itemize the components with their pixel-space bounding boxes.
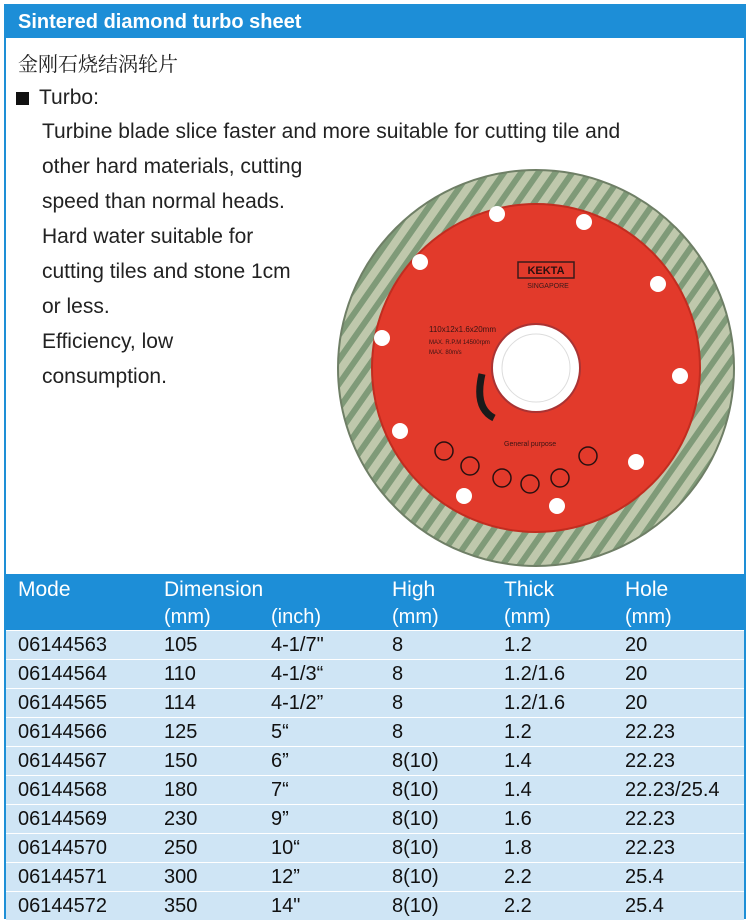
cell-mm: 350 bbox=[164, 895, 198, 917]
spec-text: 110x12x1.6x20mm bbox=[429, 325, 496, 334]
cell-thick: 1.6 bbox=[504, 808, 532, 830]
description-line: consumption. bbox=[42, 365, 167, 388]
cell-high: 8 bbox=[392, 663, 404, 685]
cell-high: 8(10) bbox=[392, 866, 439, 888]
cell-thick: 1.2 bbox=[504, 634, 532, 656]
page-title: Sintered diamond turbo sheet bbox=[18, 11, 302, 33]
col-header-high: High bbox=[392, 578, 436, 601]
chinese-subtitle: 金刚石烧结涡轮片 bbox=[18, 52, 178, 76]
cell-mode: 06144571 bbox=[18, 866, 107, 888]
spec-text: MAX. R.P.M 14500rpm bbox=[429, 340, 490, 346]
col-header-dimension: Dimension bbox=[164, 578, 264, 601]
cell-thick: 1.2 bbox=[504, 721, 532, 743]
cell-mode: 06144566 bbox=[18, 721, 107, 743]
table-row bbox=[6, 688, 744, 717]
cell-hole: 22.23 bbox=[625, 721, 676, 743]
col-header-mode: Mode bbox=[18, 578, 71, 601]
cell-inch: 14" bbox=[271, 895, 301, 917]
spec-table bbox=[6, 574, 744, 920]
table-row bbox=[6, 862, 744, 891]
cell-high: 8(10) bbox=[392, 750, 439, 772]
table-row bbox=[6, 630, 744, 659]
cell-mode: 06144564 bbox=[18, 663, 107, 685]
cell-hole: 22.23/25.4 bbox=[625, 779, 720, 801]
col-header-dim-mm: (mm) bbox=[164, 606, 211, 628]
cell-thick: 1.2/1.6 bbox=[504, 692, 566, 714]
cell-mode: 06144572 bbox=[18, 895, 107, 917]
table-row bbox=[6, 891, 744, 920]
cell-thick: 1.8 bbox=[504, 837, 532, 859]
description-line: Turbine blade slice faster and more suitable for cutting tile and bbox=[42, 120, 621, 143]
cell-thick: 1.4 bbox=[504, 779, 532, 801]
turbo-blade-image bbox=[324, 156, 748, 580]
cell-mm: 114 bbox=[164, 692, 196, 714]
product-sheet bbox=[4, 4, 746, 919]
col-header-dim-inch: (inch) bbox=[271, 606, 322, 628]
spec-text: MAX. 80m/s bbox=[429, 350, 462, 356]
col-header-high-unit: (mm) bbox=[392, 606, 439, 628]
description-line: Efficiency, low bbox=[42, 330, 174, 353]
cell-mm: 110 bbox=[164, 663, 196, 685]
table-row bbox=[6, 659, 744, 688]
cell-high: 8 bbox=[392, 634, 404, 656]
table-row bbox=[6, 833, 744, 862]
table-row bbox=[6, 746, 744, 775]
cell-inch: 4-1/7" bbox=[271, 634, 324, 656]
title-bar bbox=[6, 6, 744, 38]
square-bullet-icon bbox=[16, 92, 29, 105]
brand-text: KEKTA bbox=[527, 265, 565, 277]
cell-inch: 12” bbox=[271, 866, 300, 888]
cell-high: 8(10) bbox=[392, 895, 439, 917]
col-header-hole: Hole bbox=[625, 578, 669, 601]
col-header-hole-unit: (mm) bbox=[625, 606, 672, 628]
col-header-thick-unit: (mm) bbox=[504, 606, 551, 628]
table-header bbox=[6, 574, 744, 630]
cell-mm: 150 bbox=[164, 750, 198, 772]
description-line: cutting tiles and stone 1cm bbox=[42, 260, 291, 283]
cell-hole: 22.23 bbox=[625, 837, 676, 859]
cell-thick: 1.4 bbox=[504, 750, 532, 772]
cell-inch: 7“ bbox=[271, 779, 289, 801]
cell-hole: 20 bbox=[625, 692, 648, 714]
cell-mm: 105 bbox=[164, 634, 198, 656]
cell-high: 8 bbox=[392, 721, 404, 743]
description-line: or less. bbox=[42, 295, 110, 318]
cell-high: 8 bbox=[392, 692, 404, 714]
cell-inch: 9” bbox=[271, 808, 289, 830]
cell-inch: 6” bbox=[271, 750, 289, 772]
cell-hole: 20 bbox=[625, 663, 648, 685]
cell-hole: 20 bbox=[625, 634, 648, 656]
cell-mode: 06144569 bbox=[18, 808, 107, 830]
turbo-label: Turbo: bbox=[39, 86, 99, 109]
table-row bbox=[6, 717, 744, 746]
cell-thick: 2.2 bbox=[504, 866, 532, 888]
cell-mode: 06144567 bbox=[18, 750, 107, 772]
cell-mode: 06144568 bbox=[18, 779, 107, 801]
cell-mm: 125 bbox=[164, 721, 198, 743]
cell-mm: 180 bbox=[164, 779, 198, 801]
arbor-hole bbox=[502, 334, 570, 402]
cell-inch: 10“ bbox=[271, 837, 300, 859]
description-line: other hard materials, cutting bbox=[42, 155, 303, 178]
cell-mm: 250 bbox=[164, 837, 198, 859]
cell-inch: 4-1/3“ bbox=[271, 663, 324, 685]
turbo-bullet bbox=[16, 86, 99, 110]
cell-hole: 25.4 bbox=[625, 866, 664, 888]
table-row bbox=[6, 804, 744, 833]
brand-sub-text: SINGAPORE bbox=[527, 283, 569, 290]
cell-inch: 4-1/2” bbox=[271, 692, 324, 714]
col-header-thick: Thick bbox=[504, 578, 555, 601]
table-row bbox=[6, 775, 744, 804]
cell-mode: 06144570 bbox=[18, 837, 107, 859]
cell-thick: 2.2 bbox=[504, 895, 532, 917]
description-line: Hard water suitable for bbox=[42, 225, 254, 248]
description-line: speed than normal heads. bbox=[42, 190, 285, 213]
cell-hole: 25.4 bbox=[625, 895, 664, 917]
cell-high: 8(10) bbox=[392, 837, 439, 859]
cell-mode: 06144565 bbox=[18, 692, 107, 714]
cell-mode: 06144563 bbox=[18, 634, 107, 656]
cell-mm: 300 bbox=[164, 866, 198, 888]
cell-mm: 230 bbox=[164, 808, 198, 830]
cell-inch: 5“ bbox=[271, 721, 289, 743]
cell-high: 8(10) bbox=[392, 808, 439, 830]
cell-thick: 1.2/1.6 bbox=[504, 663, 566, 685]
purpose-text: General purpose bbox=[504, 441, 557, 448]
cell-hole: 22.23 bbox=[625, 808, 676, 830]
cell-high: 8(10) bbox=[392, 779, 439, 801]
cell-hole: 22.23 bbox=[625, 750, 676, 772]
